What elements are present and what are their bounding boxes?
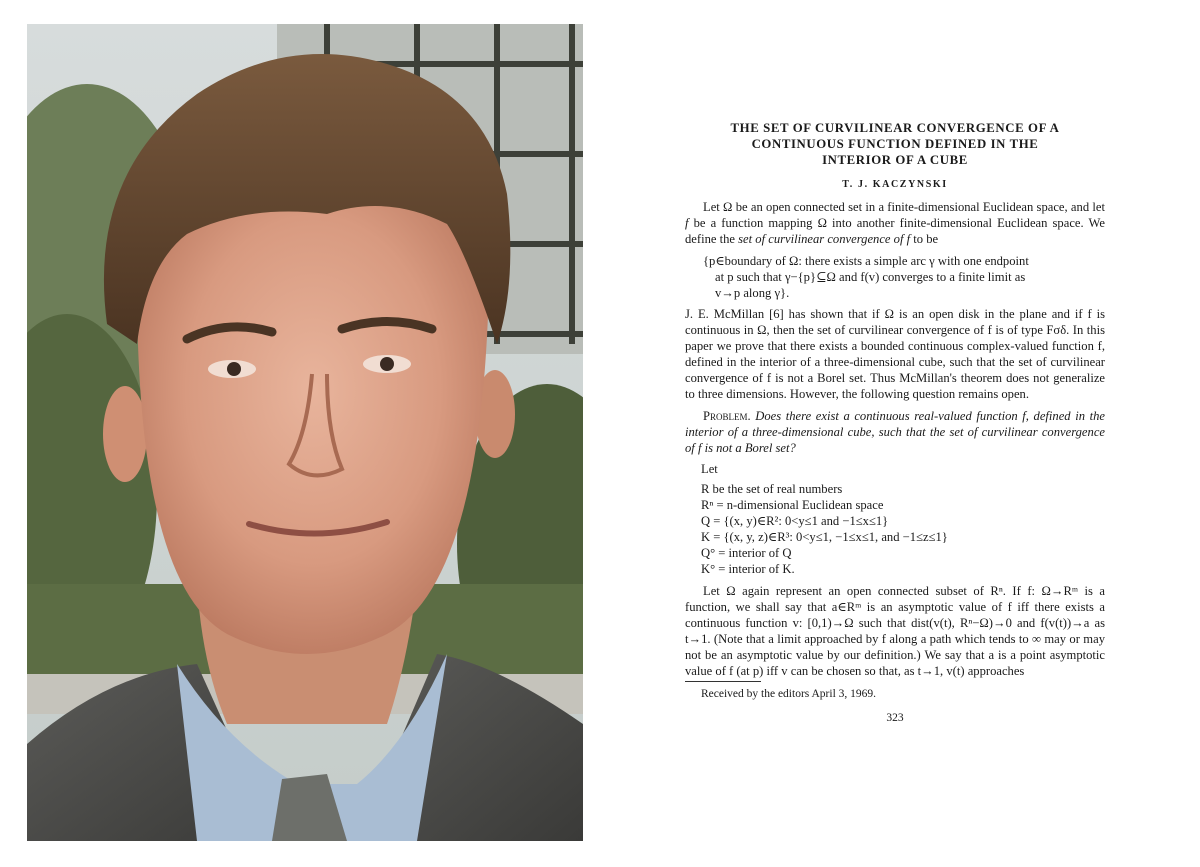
problem-label: Problem. [703, 409, 751, 423]
definition-item: R be the set of real numbers [701, 482, 843, 496]
title-line-1: THE SET OF CURVILINEAR CONVERGENCE OF A [730, 121, 1060, 135]
set-def-line-2: at p such that γ−{p}⊆Ω and f(v) converges to a finite limit as [715, 270, 1026, 284]
paper-title [685, 120, 1105, 168]
definition-item: K = {(x, y, z)∈R³: 0<y≤1, −1≤x≤1, and −1≤z≤1} [701, 530, 948, 544]
set-def-line-3: v→p along γ}. [715, 286, 790, 300]
definition-item: Q = {(x, y)∈R²: 0<y≤1 and −1≤x≤1} [701, 514, 889, 528]
page-number: 323 [886, 712, 904, 724]
footnote: Received by the editors April 3, 1969. [701, 688, 877, 700]
title-line-2: CONTINUOUS FUNCTION DEFINED IN THE [751, 137, 1039, 151]
author: T. J. KACZYNSKI [842, 179, 948, 190]
mcmillan-paragraph: J. E. McMillan [6] has shown that if Ω is an open disk in the plane and if f is continuous in Ω, then the set of curvilinear convergence of f is of type Fσδ. In this paper we prove that there exists a bounded continuous complex-valued function f, defined in the interior of a three-dimensional cube, such that the set of curvilinear convergence of f is not a Borel set. Thus McMillan's theorem does not generalize to three dimensions. However, the following question remains open. [685, 307, 1105, 401]
definition-item: Rⁿ = n-dimensional Euclidean space [701, 498, 884, 512]
footnote-rule [685, 681, 761, 682]
portrait-photo [27, 24, 583, 841]
definition-item: Q° = interior of Q [701, 546, 792, 560]
problem-statement [685, 408, 1105, 456]
definition-item: K° = interior of K. [701, 562, 795, 576]
definitions-list [701, 481, 1105, 577]
set-definition [703, 253, 1105, 301]
paper-page [685, 120, 1105, 800]
set-def-line-1: {p∈boundary of Ω: there exists a simple arc γ with one endpoint [703, 254, 1029, 268]
intro-paragraph: Let Ω be an open connected set in a finite-dimensional Euclidean space, and let f be a function mapping Ω into another finite-dimensional Euclidean space. We define the set of curvilinear convergence of f to be [685, 200, 1105, 246]
let-label: Let [701, 462, 718, 476]
asymptotic-paragraph: Let Ω again represent an open connected subset of Rⁿ. If f: Ω→Rᵐ is a function, we shall say that a∈Rᵐ is an asymptotic value of f iff there exists a continuous function v: [0,1)→Ω such that dist(v(t), Rⁿ−Ω)→0 and f(v(t))→a as t→1. (Note that a limit approached by f along a path which tends to ∞ may or may not be an asymptotic value by our definition.) We say that a is a point asymptotic value of f (at p) iff v can be chosen so that, as t→1, v(t) approaches [685, 584, 1105, 678]
problem-text: Does there exist a continuous real-valued function f, defined in the interior of a three-dimensional cube, such that the set of curvilinear convergence of f is not a Borel set? [685, 409, 1105, 455]
title-line-3: INTERIOR OF A CUBE [822, 153, 968, 167]
portrait-illustration [27, 24, 583, 841]
